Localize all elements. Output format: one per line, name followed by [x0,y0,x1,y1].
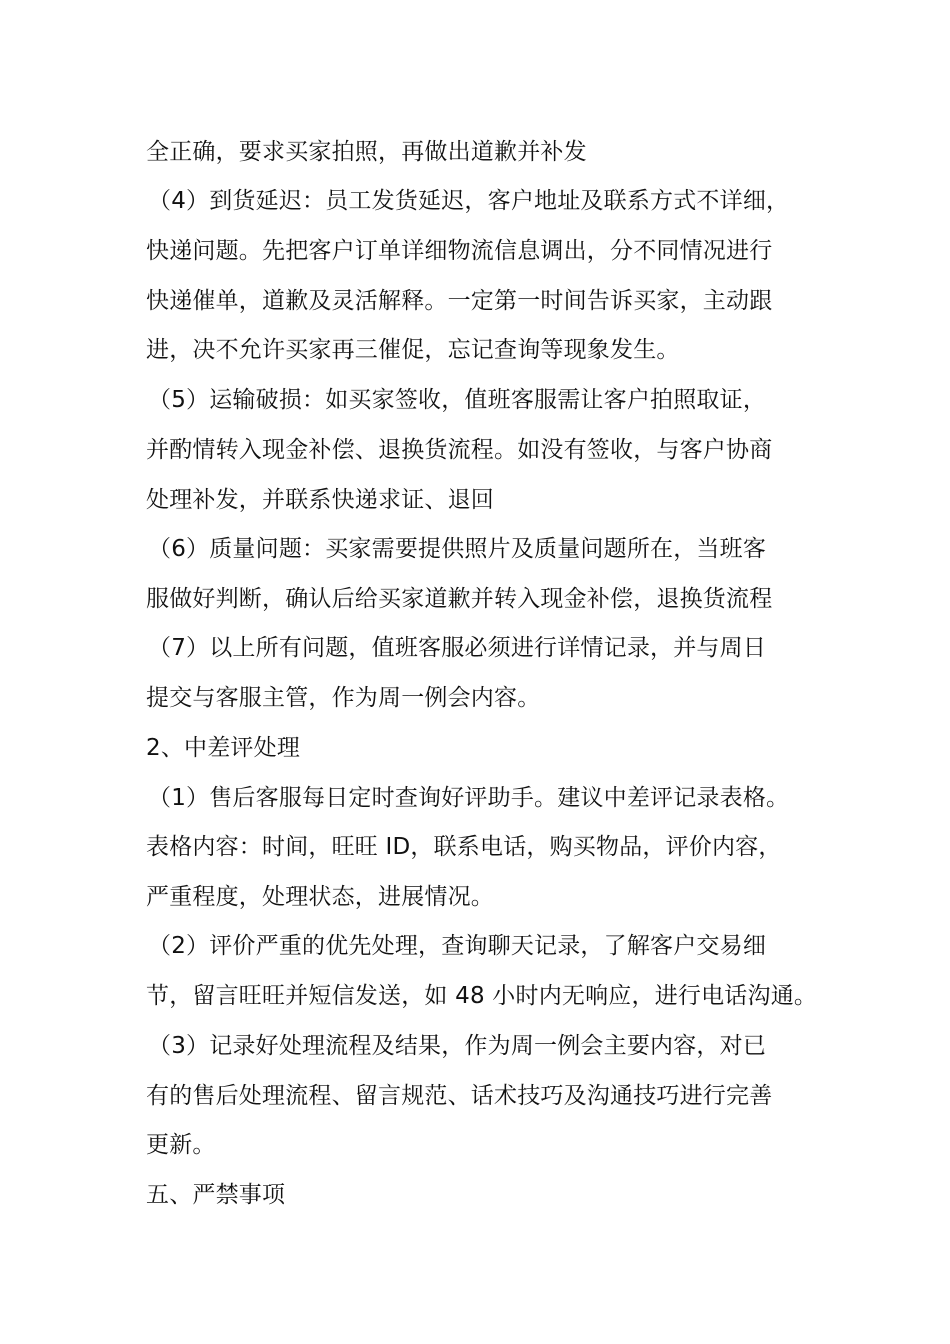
text-line-19: （3）记录好处理流程及结果，作为周一例会主要内容，对已 [148,1033,767,1059]
text-line-9: （6）质量问题：买家需要提供照片及质量问题所在，当班客 [148,536,767,562]
section-heading-2: 2、中差评处理 [146,735,301,761]
text-line-4: 快递催单，道歉及灵活解释。一定第一时间告诉买家，主动跟 [146,288,773,314]
section-heading-5: 五、严禁事项 [146,1182,286,1208]
text-line-20: 有的售后处理流程、留言规范、话术技巧及沟通技巧进行完善 [146,1083,773,1109]
text-line-2: （4）到货延迟：员工发货延迟，客户地址及联系方式不详细， [148,188,790,214]
text-line-12: 提交与客服主管，作为周一例会内容。 [146,685,541,711]
text-line-7: 并酌情转入现金补偿、退换货流程。如没有签收，与客户协商 [146,437,773,463]
text-line-14: （1）售后客服每日定时查询好评助手。建议中差评记录表格。 [148,785,790,811]
text-line-18: 节，留言旺旺并短信发送，如 48 小时内无响应，进行电话沟通。 [146,983,818,1009]
text-line-11: （7）以上所有问题，值班客服必须进行详情记录，并与周日 [148,635,767,661]
text-line-6: （5）运输破损：如买家签收，值班客服需让客户拍照取证， [148,387,767,413]
text-line-5: 进，决不允许买家再三催促，忘记查询等现象发生。 [146,337,680,363]
text-line-1: 全正确，要求买家拍照，再做出道歉并补发 [146,139,587,165]
text-line-8: 处理补发，并联系快递求证、退回 [146,487,494,513]
text-line-3: 快递问题。先把客户订单详细物流信息调出，分不同情况进行 [146,238,773,264]
text-line-21: 更新。 [146,1132,216,1158]
text-line-15: 表格内容：时间，旺旺 ID，联系电话，购买物品，评价内容， [146,834,782,860]
text-line-10: 服做好判断，确认后给买家道歉并转入现金补偿，退换货流程 [146,586,773,612]
text-line-16: 严重程度，处理状态，进展情况。 [146,884,494,910]
text-line-17: （2）评价严重的优先处理，查询聊天记录，了解客户交易细 [148,933,767,959]
